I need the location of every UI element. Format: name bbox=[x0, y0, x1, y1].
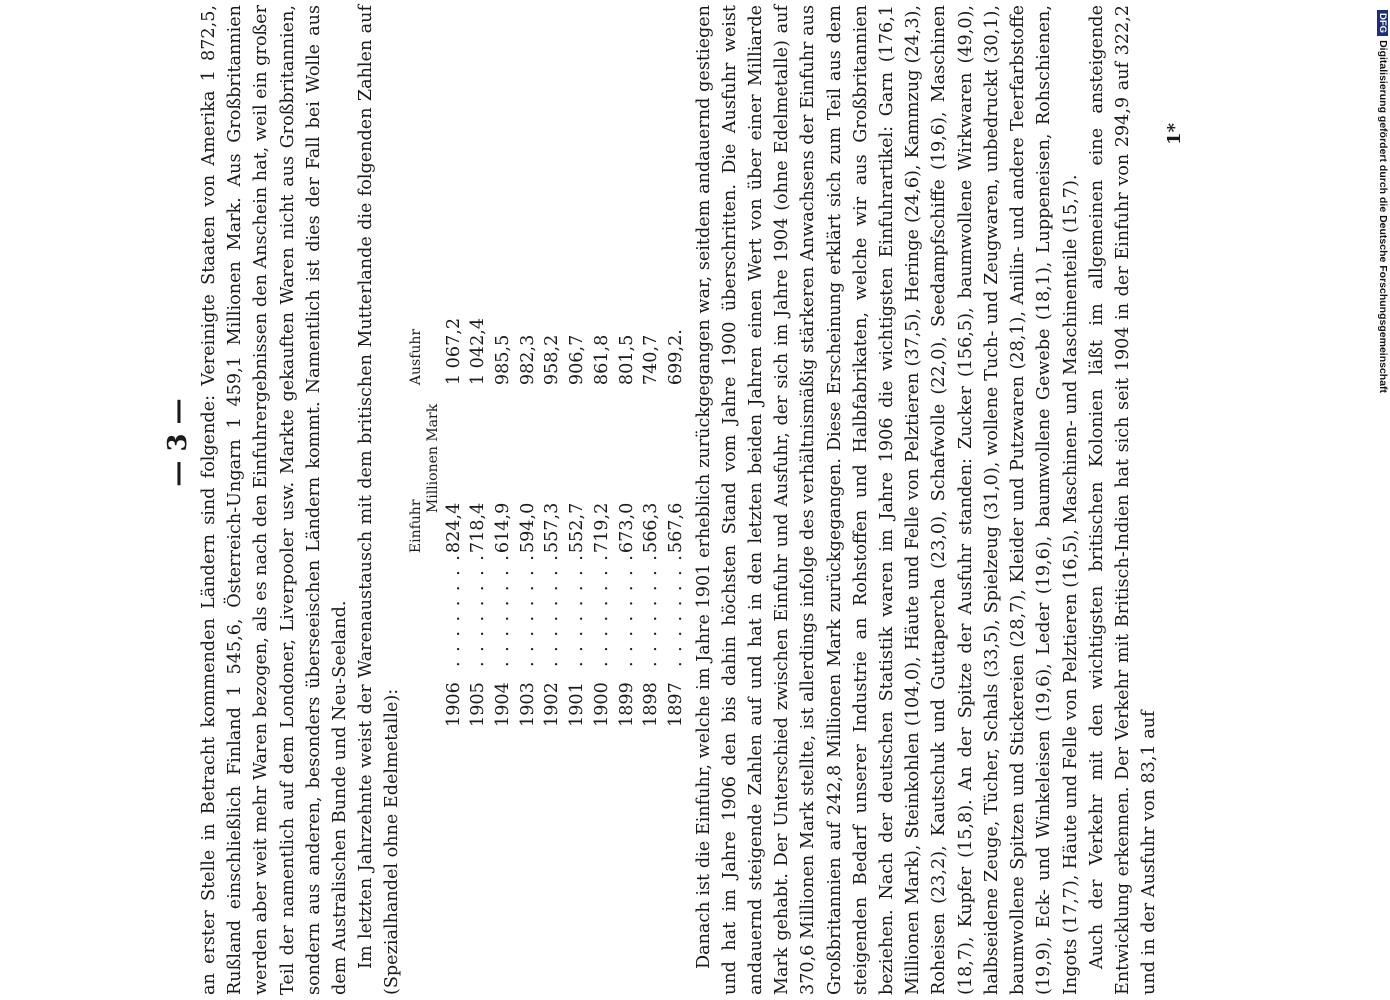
paragraph-2: Im letzten Jahrzehnte weist der Warenaustausch mit dem britischen Mutterlande die folgenden Zahlen auf (Spezialhandel ohne Edelmetalle): bbox=[356, 5, 403, 995]
year-cell: 1900 bbox=[591, 682, 612, 727]
export-cell: 906,7 bbox=[567, 334, 588, 386]
table-row bbox=[466, 275, 491, 727]
table-row bbox=[491, 275, 516, 727]
leader-dots: . . . . . . . . bbox=[665, 553, 686, 667]
leader-dots: . . . . . . . . bbox=[542, 553, 563, 667]
table-row bbox=[664, 275, 689, 727]
leader-dots: . . . . . . . . bbox=[641, 553, 662, 667]
import-cell: 718,4 bbox=[468, 502, 489, 554]
year-cell: 1904 bbox=[493, 682, 514, 727]
year-cell: 1902 bbox=[542, 682, 563, 727]
leader-dots: . . . . . . . . bbox=[616, 553, 637, 667]
export-cell: 985,5 bbox=[493, 334, 514, 386]
import-cell: 614,9 bbox=[493, 502, 514, 554]
export-cell: 740,7 bbox=[641, 334, 662, 386]
export-cell: 861,8 bbox=[591, 334, 612, 386]
trade-table bbox=[408, 275, 689, 727]
import-cell: 673,0 bbox=[616, 502, 637, 554]
table-row bbox=[615, 275, 640, 727]
signature-mark: 1* bbox=[1164, 123, 1186, 145]
year-cell: 1899 bbox=[616, 682, 637, 727]
export-cell: 699,2. bbox=[665, 329, 686, 386]
export-cell: 1 067,2 bbox=[443, 317, 464, 386]
leader-dots: . . . . . . . . bbox=[468, 553, 489, 667]
paragraph-1: an erster Stelle in Betracht kommenden Ländern sind folgende: Vereinigte Staaten von Amerika 1 872,5, Rußland einschließlich Finland 1 545,6, Österreich-Ungarn 1 459,1 Millionen Mark. Aus Großbritannien werden aber weit mehr Waren bezogen, als es nach den Einfuhrergebnissen den Anschein hat, weil ein großer Teil der namentlich auf dem Londoner, Liverpooler usw. Markte gekauften Waren nicht aus Großbritannien, sondern aus anderen, besonders überseeischen Ländern kommt. Namentlich ist dies der Fall bei Wolle aus dem Australischen Bunde und Neu-Seeland. bbox=[199, 5, 351, 995]
year-cell: 1905 bbox=[468, 682, 489, 727]
rotated-page bbox=[160, 5, 1245, 995]
import-cell: 824,4 bbox=[443, 502, 464, 554]
export-cell: 982,3 bbox=[517, 334, 538, 386]
table-unit-row bbox=[425, 275, 442, 727]
table-row bbox=[639, 275, 664, 727]
import-cell: 557,3 bbox=[542, 502, 563, 554]
unit-label: Millionen Mark bbox=[424, 403, 441, 514]
column-header-export: Ausfuhr bbox=[407, 328, 424, 386]
import-cell: 567,6 bbox=[665, 502, 686, 554]
table-row bbox=[540, 275, 565, 727]
import-cell: 566,3 bbox=[641, 502, 662, 554]
table-row bbox=[442, 275, 467, 727]
table-row bbox=[565, 275, 590, 727]
column-header-import: Einfuhr bbox=[407, 499, 424, 554]
page-number: — 3 — bbox=[163, 398, 193, 487]
paragraph-4: Auch der Verkehr mit den wichtigsten britischen Kolonien läßt im allgemeinen eine ansteigende Entwicklung erkennen. Der Verkehr mit Britisch-Indien hat sich seit 1904 in der Einfuhr von 294,9 auf 322,2 und in der Ausfuhr von 83,1 auf bbox=[1086, 5, 1160, 995]
export-cell: 958,2 bbox=[542, 334, 563, 386]
paragraph-3: Danach ist die Einfuhr, welche im Jahre 1901 erheblich zurückgegangen war, seitdem andauernd gestiegen und hat im Jahre 1906 den bis dahin höchsten Stand vom Jahre 1900 überschritten. Die Ausfuhr weist andauernd steigende Zahlen auf und hat in den letzten beiden Jahren einen Wert von über einer Milliarde Mark gehabt. Der Unterschied zwischen Einfuhr und Ausfuhr, der sich im Jahre 1904 (ohne Edelmetalle) auf 370,6 Millionen Mark stellte, ist allerdings infolge des verhältnismäßig stärkeren Anwachsens der Einfuhr aus Großbritannien auf 242,8 Millionen Mark zurückgegangen. Diese Erscheinung erklärt sich zum Teil aus dem steigenden Bedarf unserer Industrie an Rohstoffen und Halbfabrikaten, welche wir aus Großbritannien beziehen. Nach der deutschen Statistik waren im Jahre 1906 die wichtigsten Einfuhrartikel: Garn (176,1 Millionen Mark), Steinkohlen (104,0), Häute und Felle von Pelztieren (37,5), Heringe (24,6), Kammzug (24,3), Roheisen (23,2), Kautschuk und Guttapercha (23,0), Schafwolle (22,0), Seedampfschiffe (19,6), Maschinen (18,7), Kupfer (15,8). An der Spitze der Ausfuhr standen: Zucker (156,5), baumwollene Wirkwaren (49,0), halbseidene Zeuge, Tücher, Schals (33,5), Spielzeug (31,0), wollene Tuch- und Zeugwaren, unbedruckt (30,1), baumwollene Spitzen und Stickereien (28,7), Kleider und Putzwaren (28,1), Anilin- und andere Teerfarbstoffe (19,9), Eck- und Winkeleisen (19,6), Leder (19,6), baumwollene Gewebe (18,1), Luppeneisen, Rohschienen, Ingots (17,7), Häute und Felle von Pelztieren (16,5), Maschinen- und Maschinenteile (15,7). bbox=[693, 5, 1081, 995]
leader-dots: . . . . . . . . bbox=[443, 553, 464, 667]
leader-dots: . . . . . . . . bbox=[591, 553, 612, 667]
import-cell: 594,0 bbox=[517, 502, 538, 554]
year-cell: 1903 bbox=[517, 682, 538, 727]
year-cell: 1906 bbox=[443, 682, 464, 727]
leader-dots: . . . . . . . . bbox=[517, 553, 538, 667]
table-row bbox=[590, 275, 615, 727]
leader-dots: . . . . . . . . bbox=[493, 553, 514, 667]
leader-dots: . . . . . . . . bbox=[567, 553, 588, 667]
table-header-row bbox=[408, 275, 425, 727]
export-cell: 801,5 bbox=[616, 334, 637, 386]
import-cell: 552,7 bbox=[567, 502, 588, 554]
export-cell: 1 042,4 bbox=[468, 317, 489, 386]
import-cell: 719,2 bbox=[591, 502, 612, 554]
table-row bbox=[516, 275, 541, 727]
dfg-logo-badge: DFG bbox=[1377, 10, 1388, 36]
credit-text: Digitalisierung gefördert durch die Deutsche Forschungsgemeinschaft bbox=[1377, 40, 1389, 394]
digitization-credit bbox=[1375, 10, 1390, 393]
year-cell: 1901 bbox=[567, 682, 588, 727]
year-cell: 1898 bbox=[641, 682, 662, 727]
year-cell: 1897 bbox=[665, 682, 686, 727]
